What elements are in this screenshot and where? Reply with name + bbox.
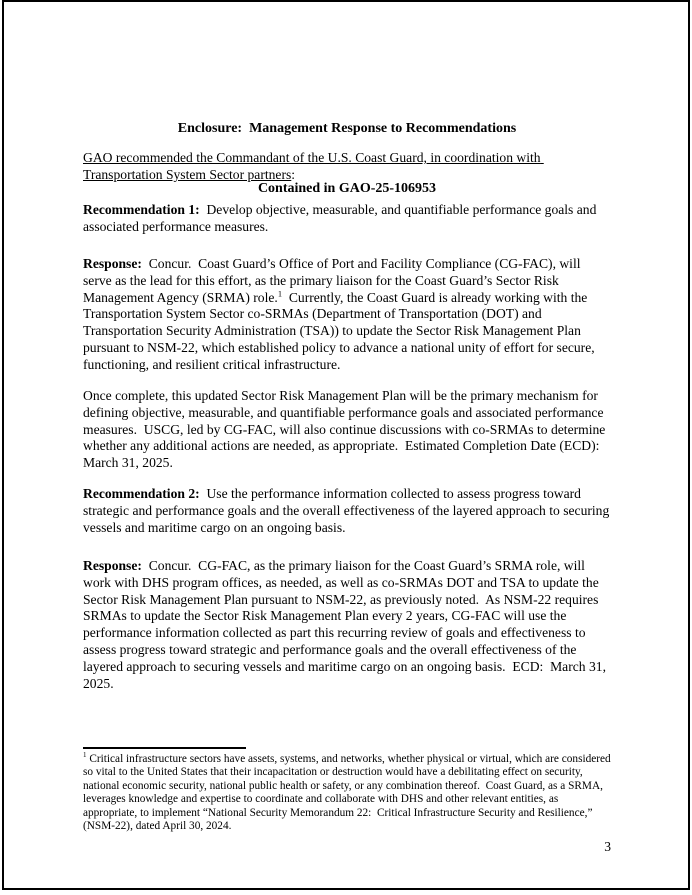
response-1-continued [83, 388, 611, 472]
recommendation-1 [83, 202, 611, 236]
response-2 [83, 558, 611, 692]
intro-statement [83, 150, 611, 184]
document [83, 0, 614, 895]
response-1-label: Response: [83, 256, 142, 271]
response-2-text: Concur. CG-FAC, as the primary liaison for the Coast Guard’s SRMA role, will work with DHS program offices, as needed, as well as co-SRMAs DOT and TSA to update the Sector Risk Management Plan pursuant to NSM-22, as previously noted. As NSM-22 requires SRMAs to update the Sector Risk Management Plan every 2 years, CG-FAC will use the performance information collected as part this recurring review of goals and effectiveness to assess progress toward strategic and performance goals and the overall effectiveness of the layered approach to securing vessels and maritime cargo on an ongoing basis. ECD: March 31, 2025. [83, 558, 610, 691]
recommendation-2-text: Use the performance information collected to assess progress toward strategic and performance goals and the overall effectiveness of the layered approach to securing vessels and maritime cargo on an ongoing basis. [83, 486, 613, 535]
footnote-separator-rule [83, 747, 246, 749]
footnote-1 [83, 751, 614, 833]
recommendation-2-label: Recommendation 2: [83, 486, 200, 501]
recommendation-2 [83, 486, 611, 536]
title-line-2: Contained in GAO-25-106953 [257, 181, 437, 196]
response-2-label: Response: [83, 558, 142, 573]
intro-underlined-text: GAO recommended the Commandant of the U.S. Coast Guard, in coordination with Transportation System Sector partners [83, 150, 544, 182]
page-number: 3 [604, 839, 611, 854]
recommendation-1-text: Develop objective, measurable, and quantifiable performance goals and associated performance measures. [83, 202, 600, 234]
response-1-continued-text: Once complete, this updated Sector Risk Management Plan will be the primary mechanism for defining objective, measurable, and quantifiable performance goals and associated performance measures. USCG, led by CG-FAC, will also continue discussions with co-SRMAs to determine whether any additional actions are needed, as appropriate. Estimated Completion Date (ECD): March 31, 2025. [83, 388, 609, 471]
title-line-1: Enclosure: Management Response to Recommendations [177, 121, 517, 136]
footnote-1-marker: 1 [83, 751, 87, 760]
intro-colon: : [291, 166, 296, 182]
response-1 [83, 256, 611, 374]
response-1-text-after-ref: Currently, the Coast Guard is already working with the Transportation System Sector co-SRMAs (Department of Transportation (DOT) and Transportation Security Administration (TSA)) to update the Sector Risk Management Plan pursuant to NSM-22, which established policy to advance a national unity of effort for secure, functioning, and resilient critical infrastructure. [83, 289, 599, 372]
recommendation-1-label: Recommendation 1: [83, 202, 200, 217]
footnote-1-text: Critical infrastructure sectors have assets, systems, and networks, whether physical or virtual, which are considered so vital to the United States that their incapacitation or destruction would have a debilitating effect on security, national economic security, national public health or safety, or any combination thereof. Coast Guard, as a SRMA, leverages knowledge and expertise to coordinate and collaborate with DHS and other relevant entities, as appropriate, to implement “National Security Memorandum 22: Critical Infrastructure Security and Resilience,” (NSM-22), dated April 30, 2024. [83, 753, 614, 833]
footnote-reference-marker: 1 [277, 288, 283, 299]
response-1-text-before-ref: Concur. Coast Guard’s Office of Port and Facility Compliance (CG-FAC), will serve as the lead for this effort, as the primary liaison for the Coast Guard’s Sector Risk Management Agency (SRMA) role. [83, 256, 584, 305]
